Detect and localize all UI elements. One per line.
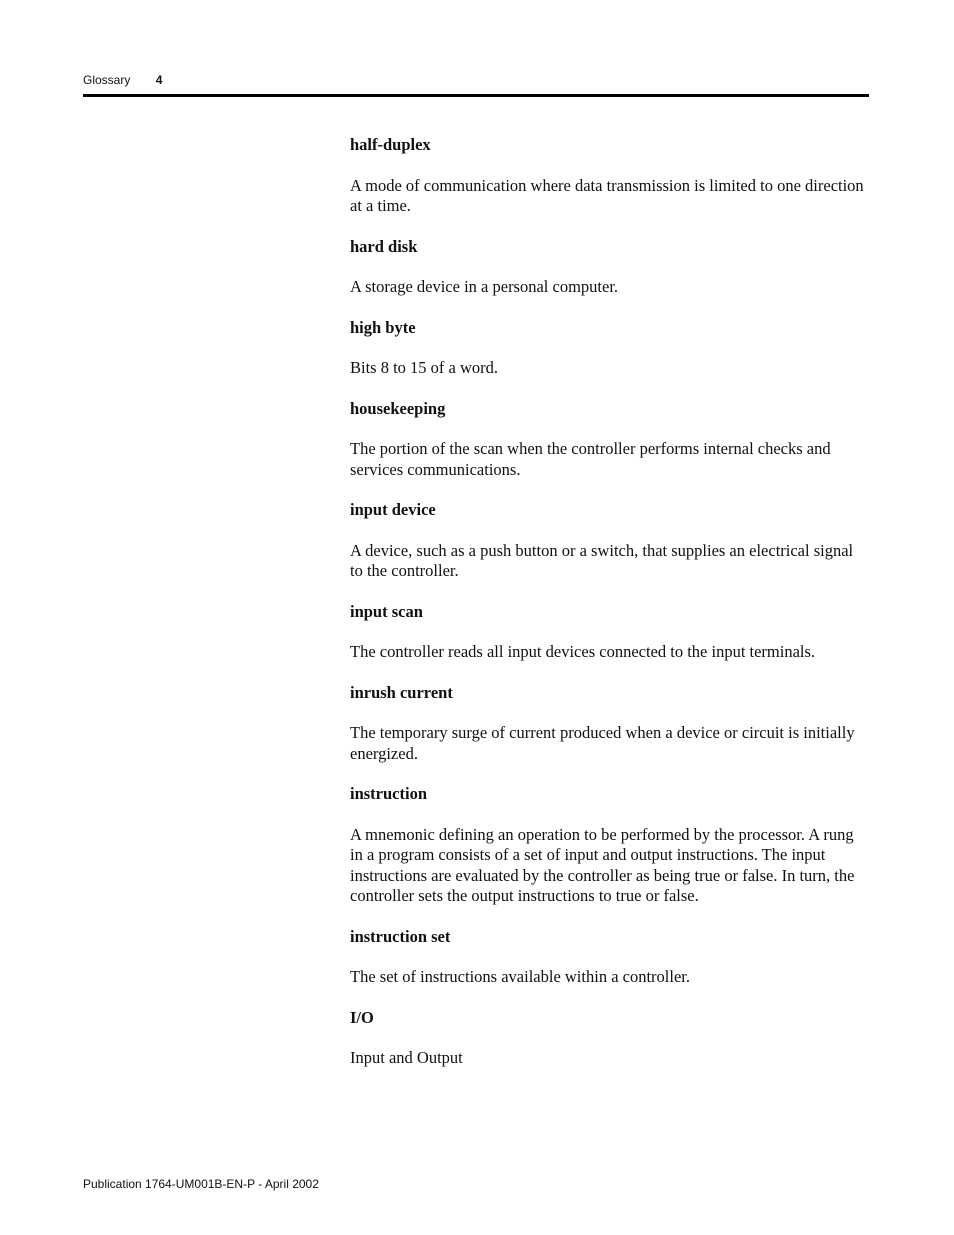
glossary-definition: A device, such as a push button or a switch, that supplies an electrical signal to the controller.	[350, 540, 854, 580]
header-page-number: 4	[155, 73, 163, 87]
header-rule	[83, 94, 869, 97]
glossary-term: high byte	[350, 317, 416, 337]
glossary-term: inrush current	[350, 682, 453, 702]
glossary-term: instruction set	[350, 926, 451, 946]
glossary-entry-housekeeping	[350, 399, 870, 481]
glossary-definition: A mode of communication where data transmission is limited to one direction at a time.	[350, 175, 864, 215]
glossary-entry-half-duplex	[350, 135, 870, 217]
glossary-entry-input-device	[350, 500, 870, 582]
glossary-definition: The temporary surge of current produced when a device or circuit is initially energized.	[350, 723, 855, 763]
glossary-definition: The set of instructions available within a controller.	[350, 967, 690, 986]
glossary-entry-hard-disk	[350, 237, 870, 298]
glossary-term: I/O	[350, 1007, 374, 1027]
glossary-term: instruction	[350, 784, 428, 803]
glossary-definition: A storage device in a personal computer.	[350, 277, 619, 296]
glossary-entry-instruction-set	[350, 927, 870, 988]
glossary-entry-input-scan	[350, 602, 870, 663]
glossary-term: input device	[350, 500, 436, 519]
glossary-definition: A mnemonic defining an operation to be performed by the processor. A rung in a program consists of a set of input and output instructions. The input instructions are evaluated by the controller as being true or false. In turn, the controller sets the output instructions to true or false.	[350, 824, 855, 905]
glossary-definition: The portion of the scan when the controller performs internal checks and services communications.	[350, 439, 831, 479]
glossary-term: input scan	[350, 601, 423, 621]
glossary-entry-io	[350, 1008, 870, 1069]
glossary-entry-inrush-current	[350, 683, 870, 765]
page-footer: Publication 1764-UM001B-EN-P - April 2002	[83, 1177, 319, 1191]
glossary-term: housekeeping	[350, 398, 446, 418]
glossary-definition: Bits 8 to 15 of a word.	[350, 358, 499, 377]
glossary-term: half-duplex	[350, 135, 431, 154]
glossary-content	[350, 135, 870, 1089]
page-header	[83, 72, 162, 88]
glossary-entry-instruction	[350, 784, 870, 907]
glossary-definition: The controller reads all input devices connected to the input terminals.	[350, 642, 816, 661]
glossary-entry-high-byte	[350, 318, 870, 379]
glossary-definition: Input and Output	[350, 1048, 463, 1067]
glossary-term: hard disk	[350, 236, 418, 256]
header-section-title: Glossary	[83, 73, 131, 87]
